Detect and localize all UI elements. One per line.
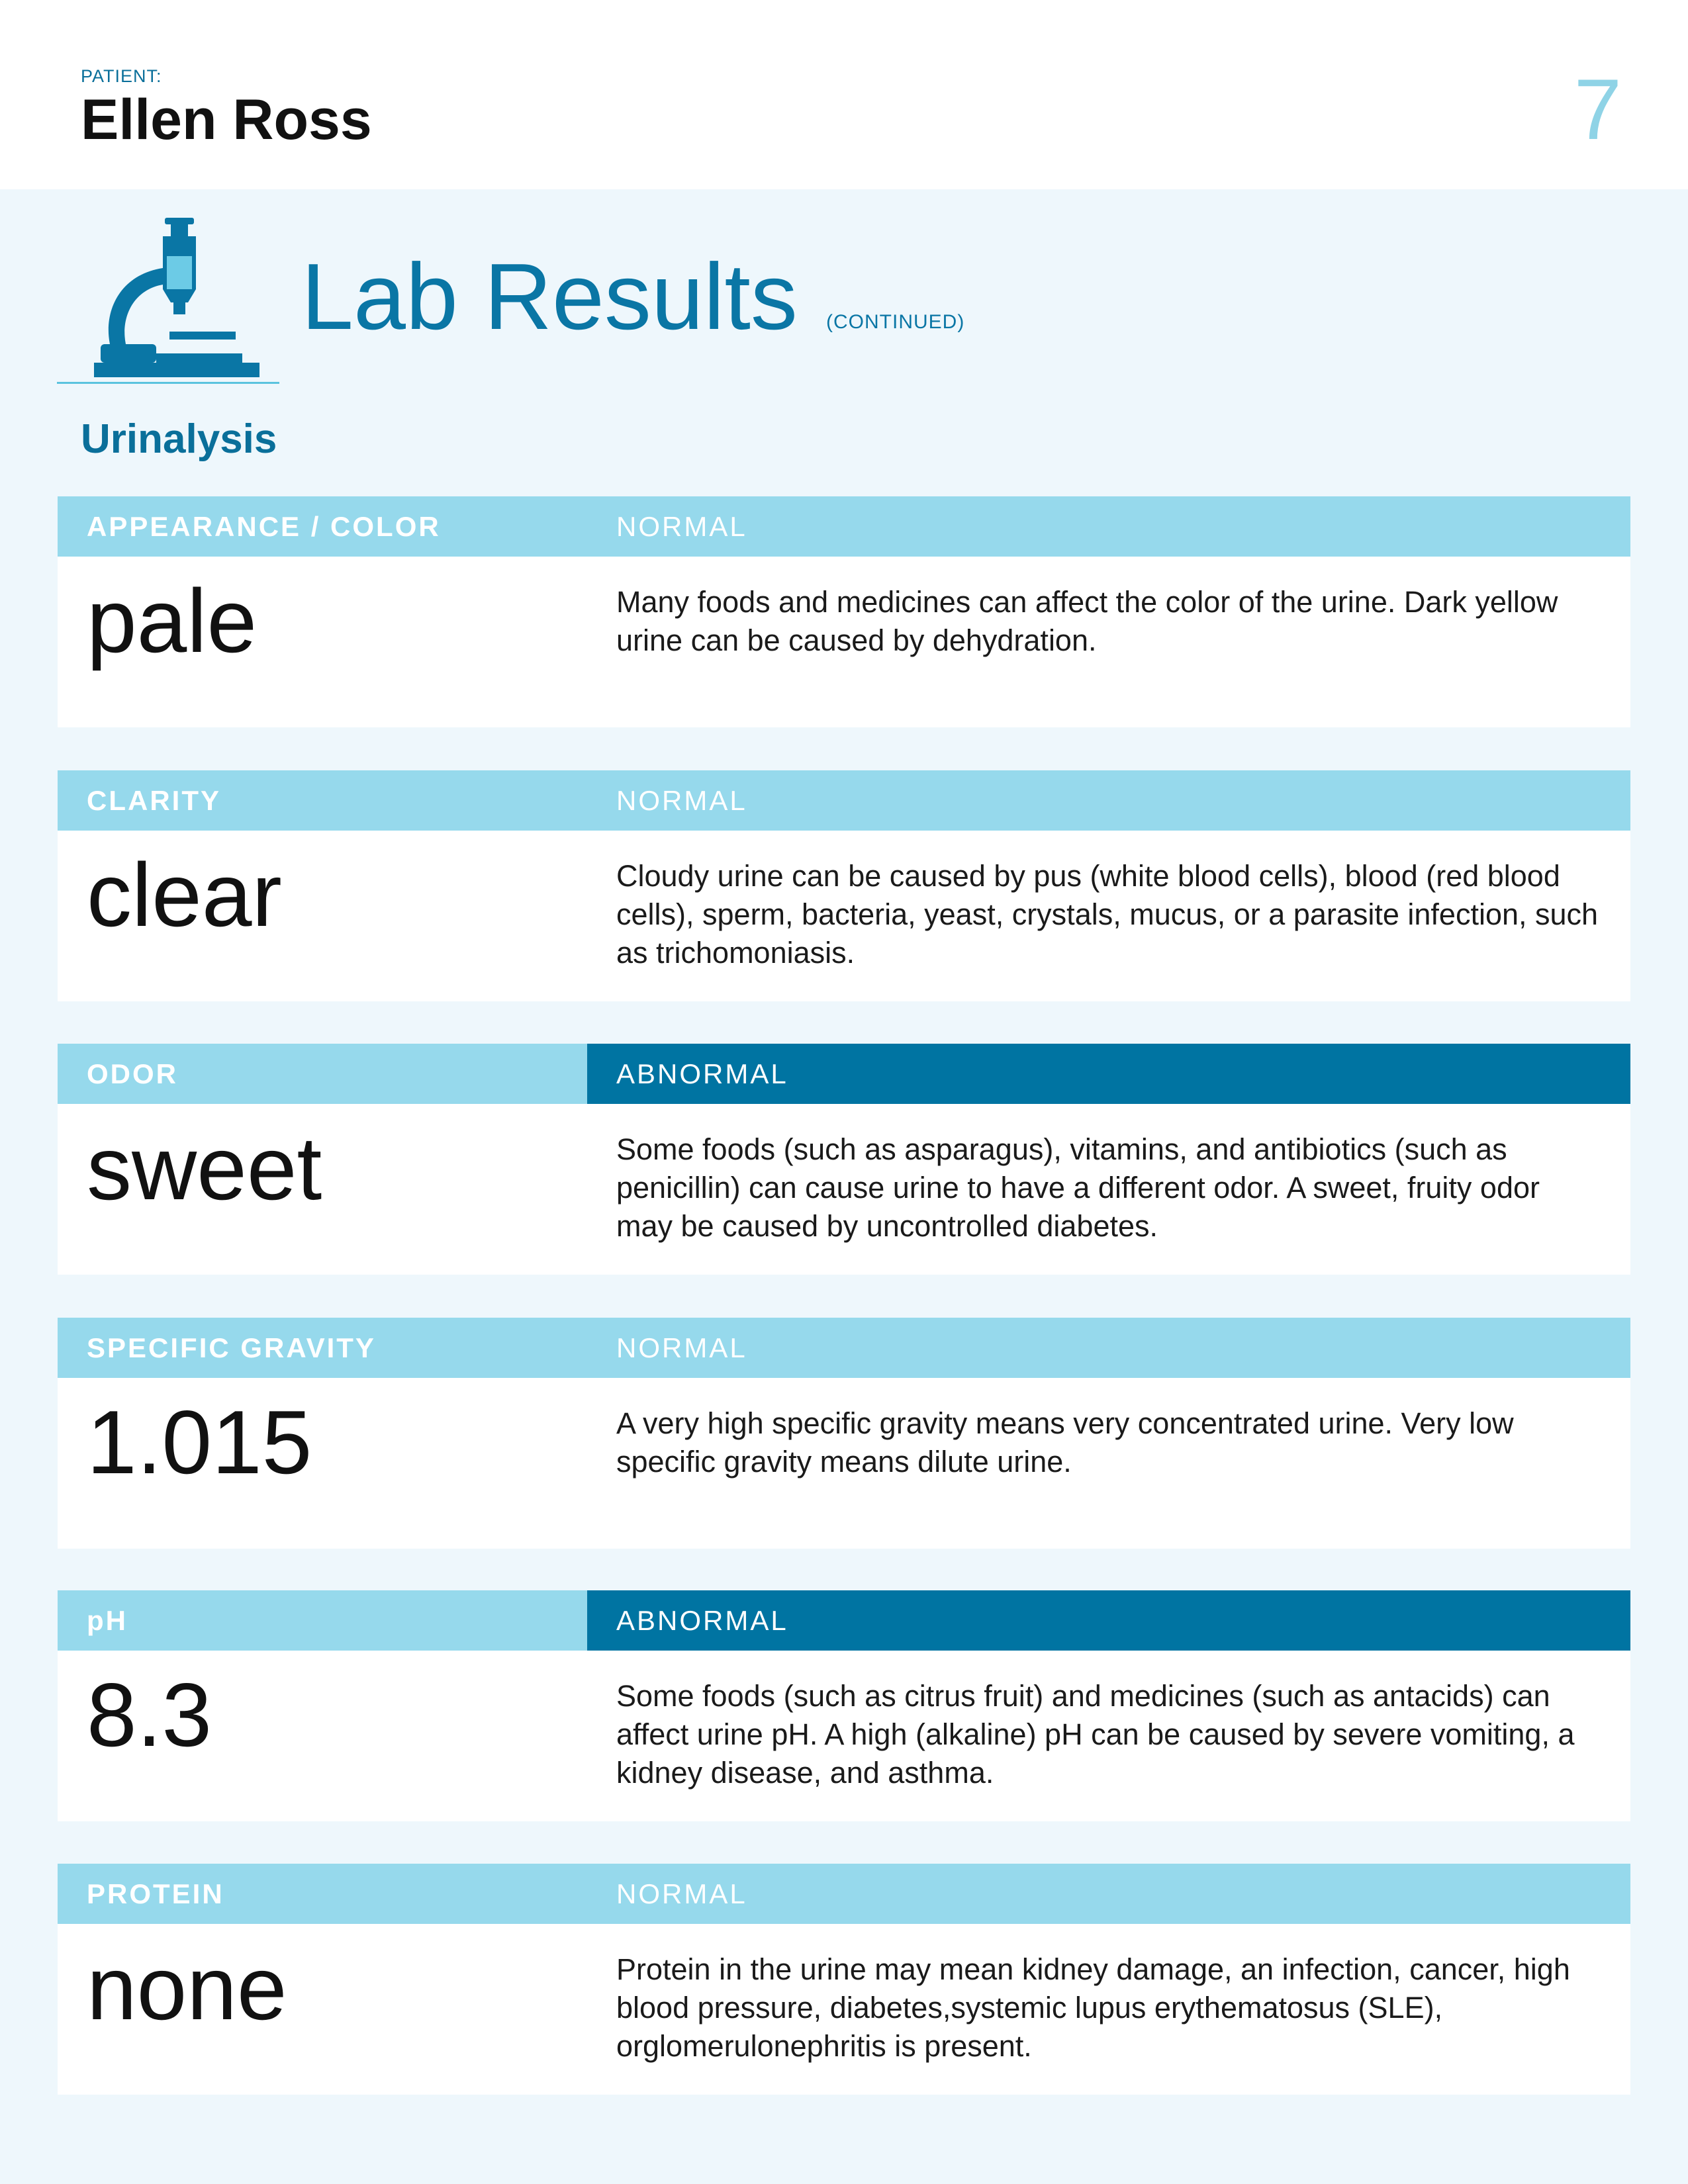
test-name: APPEARANCE / COLOR (87, 511, 441, 542)
test-status: NORMAL (616, 1332, 747, 1363)
test-card-header (58, 496, 1630, 557)
test-card-header (58, 1044, 1630, 1104)
test-card-protein (58, 1864, 1630, 2095)
section-title: Urinalysis (81, 416, 277, 462)
test-value: 1.015 (87, 1392, 312, 1492)
page-header (0, 0, 1688, 189)
test-description: Some foods (such as citrus fruit) and medicines (such as antacids) can affect urine pH. A high (alkaline) pH can be caused by severe vomiting, a kidney disease, and asthma. (616, 1679, 1575, 1790)
test-card-body (58, 557, 1630, 727)
test-card-header (58, 1318, 1630, 1378)
test-card-body (58, 1104, 1630, 1275)
test-value: sweet (87, 1118, 322, 1218)
test-value: 8.3 (87, 1664, 212, 1765)
test-name: SPECIFIC GRAVITY (87, 1332, 376, 1363)
patient-name: Ellen Ross (81, 88, 372, 152)
test-card-odor (58, 1044, 1630, 1275)
test-card-body (58, 1924, 1630, 2095)
test-description: Some foods (such as asparagus), vitamins, and antibiotics (such as penicillin) can cause urine to have a different odor. A sweet, fruity odor may be caused by uncontrolled diabetes. (616, 1132, 1540, 1243)
test-description: Cloudy urine can be caused by pus (white blood cells), blood (red blood cells), sperm, bacteria, yeast, crystals, mucus, or a parasite infection, such as trichomoniasis. (616, 859, 1599, 970)
test-card-body (58, 1378, 1630, 1549)
test-value: clear (87, 844, 282, 945)
test-description: Many foods and medicines can affect the color of the urine. Dark yellow urine can be caused by dehydration. (616, 585, 1558, 657)
test-status: NORMAL (616, 511, 747, 542)
test-card-ph (58, 1590, 1630, 1821)
title-rule (57, 382, 279, 384)
test-name: pH (87, 1605, 128, 1636)
test-value: pale (87, 570, 258, 671)
test-card-clarity (58, 770, 1630, 1001)
test-value: none (87, 1938, 287, 2038)
test-card-body (58, 831, 1630, 1001)
microscope-icon (57, 212, 279, 385)
page-title: Lab Results (301, 244, 798, 349)
test-status: NORMAL (616, 785, 747, 816)
patient-label: PATIENT: (81, 66, 162, 86)
test-card-specific-gravity (58, 1318, 1630, 1549)
test-name: ODOR (87, 1058, 178, 1089)
test-card-header (58, 1590, 1630, 1651)
test-description: A very high specific gravity means very concentrated urine. Very low specific gravity means dilute urine. (616, 1406, 1514, 1479)
test-name: PROTEIN (87, 1878, 224, 1909)
test-card-body (58, 1651, 1630, 1821)
test-status: ABNORMAL (587, 1044, 1630, 1104)
test-card-appearance (58, 496, 1630, 727)
page-number: 7 (1573, 61, 1622, 158)
title-suffix: (CONTINUED) (826, 311, 965, 333)
test-description: Protein in the urine may mean kidney damage, an infection, cancer, high blood pressure, diabetes,systemic lupus erythematosus (SLE), orglomerulonephritis is present. (616, 1952, 1570, 2063)
test-card-header (58, 1864, 1630, 1924)
test-card-header (58, 770, 1630, 831)
test-status: NORMAL (616, 1878, 747, 1909)
test-name: CLARITY (87, 785, 221, 816)
test-status: ABNORMAL (587, 1590, 1630, 1651)
